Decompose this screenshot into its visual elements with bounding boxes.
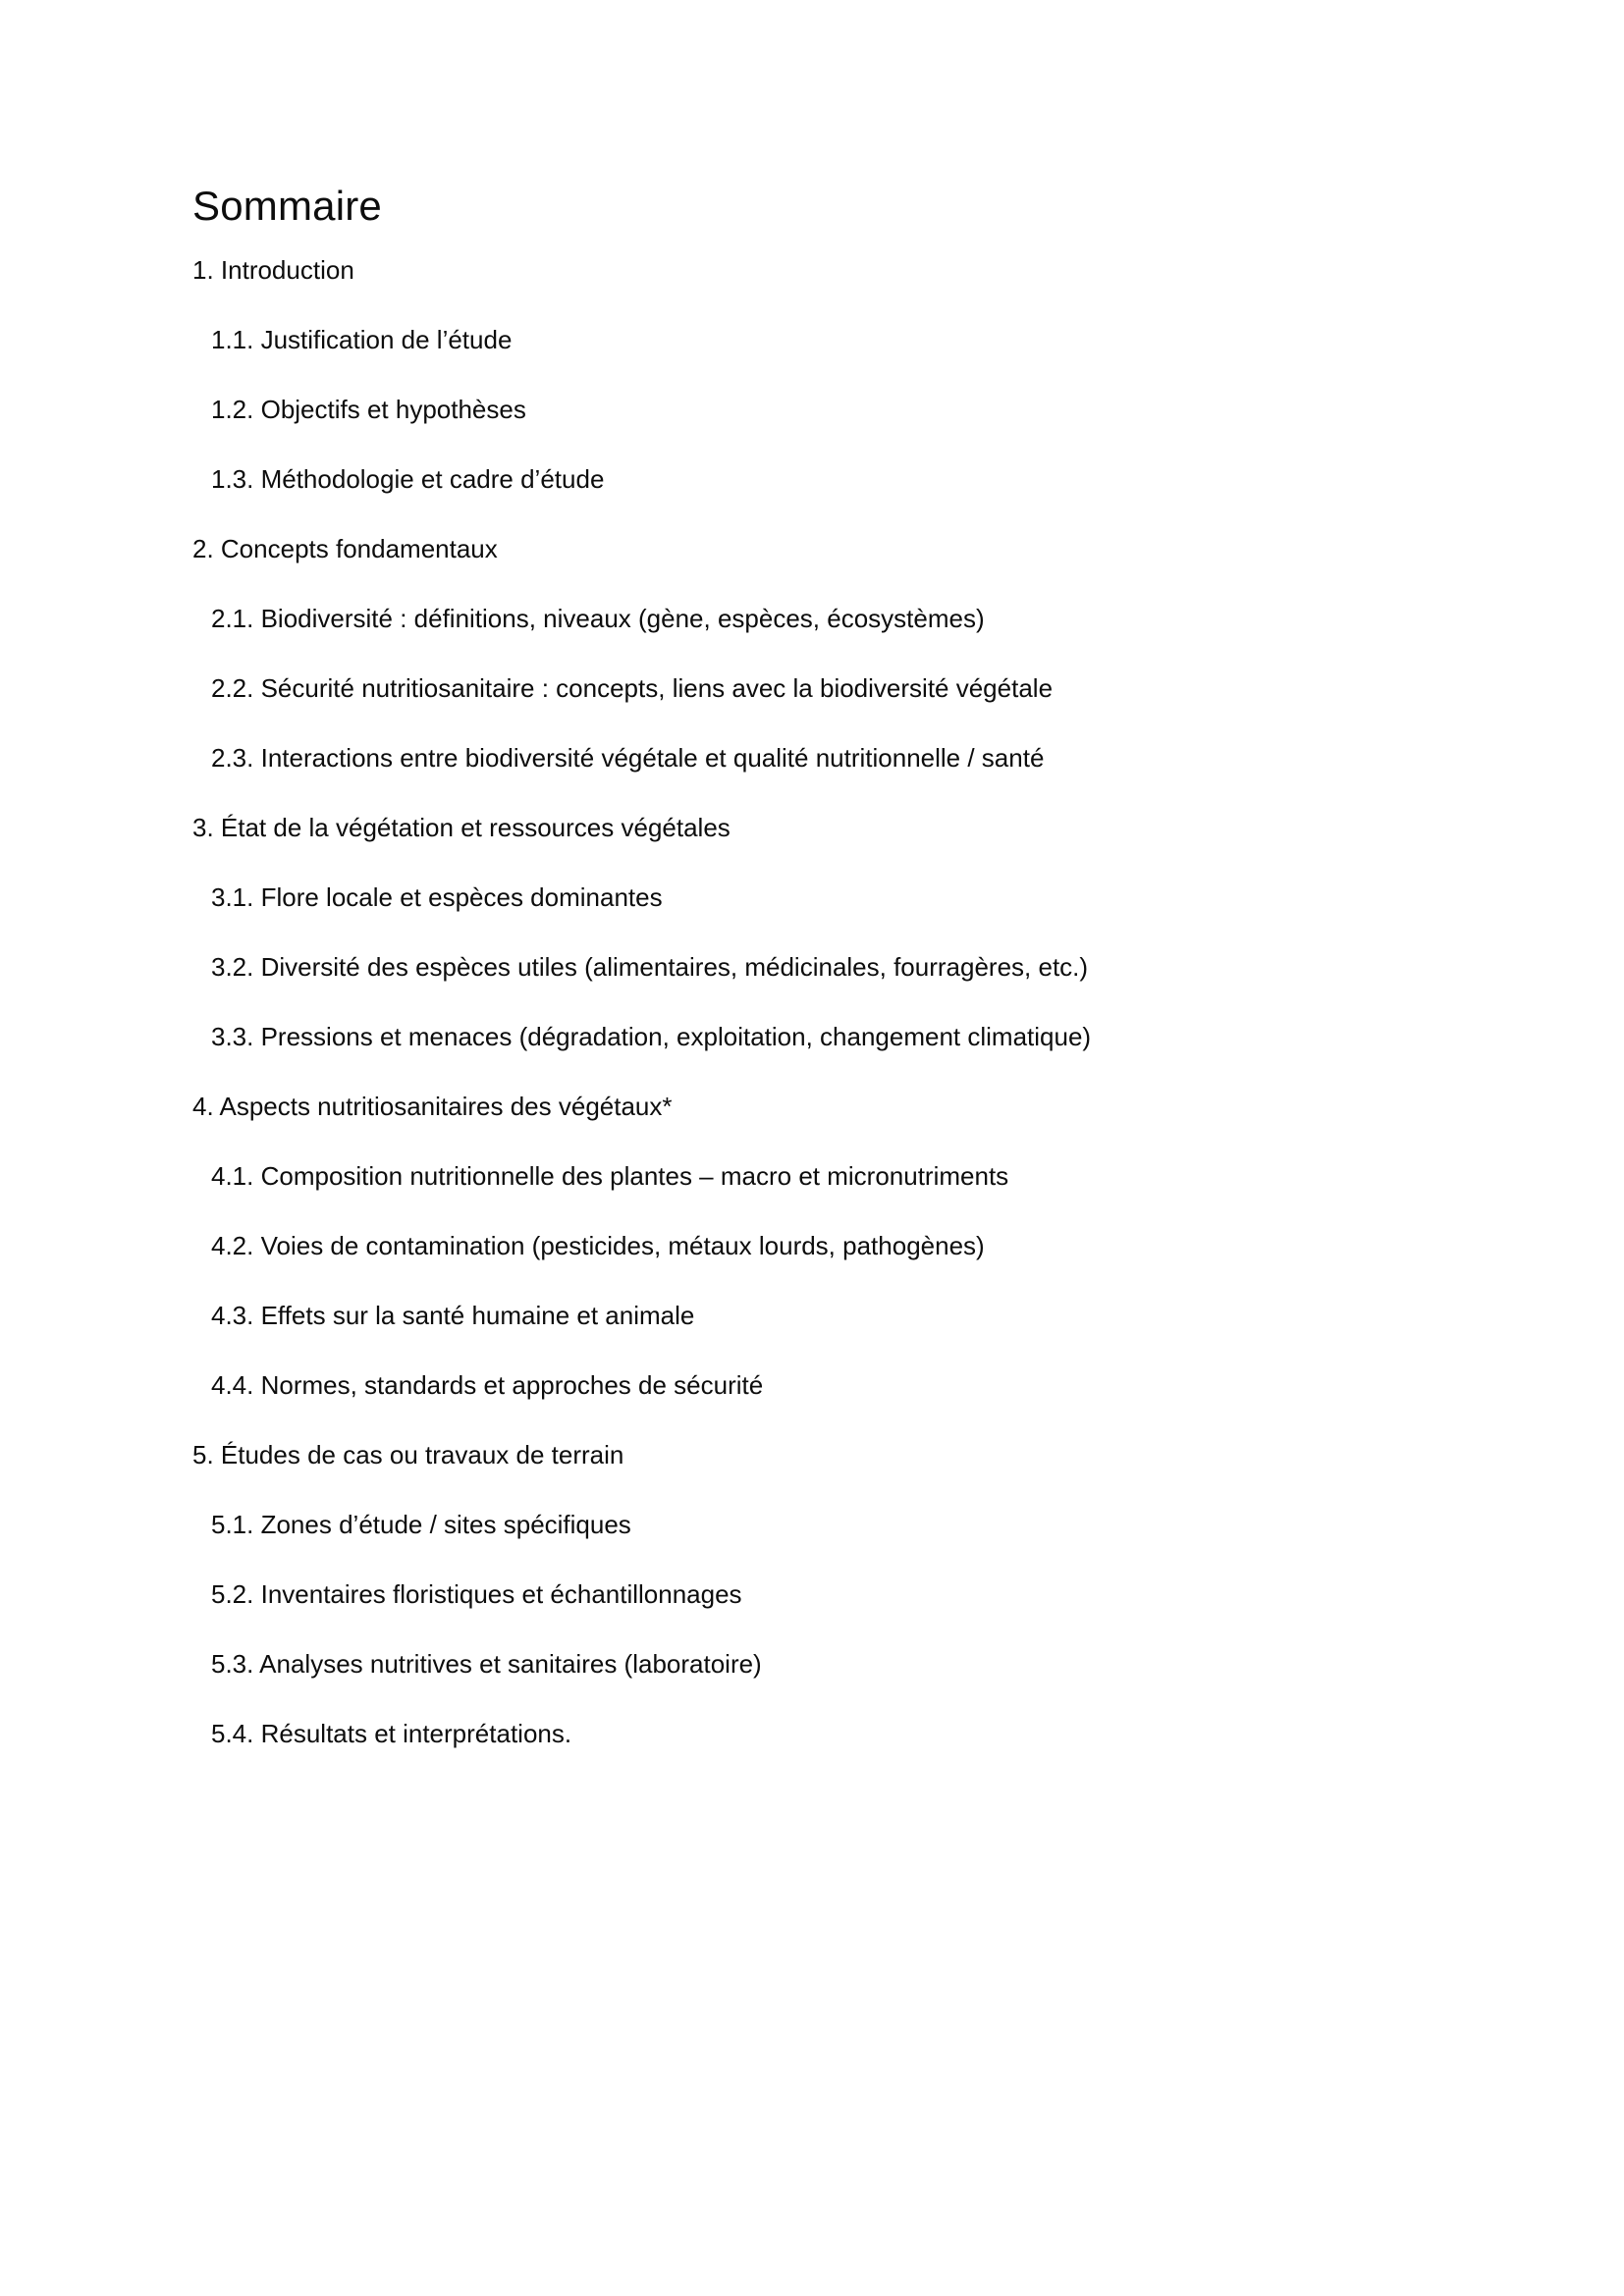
toc-entry-level-1[interactable] (192, 255, 1457, 325)
toc-entry-label: 5.2. Inventaires floristiques et échantillonnages (211, 1579, 742, 1610)
toc-entry-label: 5. Études de cas ou travaux de terrain (192, 1440, 624, 1470)
toc-entry-label: 4.3. Effets sur la santé humaine et animale (211, 1301, 695, 1331)
toc-entry-level-2[interactable] (192, 1510, 1457, 1579)
toc-entry-level-2[interactable] (192, 604, 1457, 673)
toc-entry-level-2[interactable] (192, 673, 1457, 743)
toc-entry-level-2[interactable] (192, 325, 1457, 395)
toc-entry-level-1[interactable] (192, 1092, 1457, 1161)
toc-entry-level-1[interactable] (192, 534, 1457, 604)
document-body (192, 183, 1457, 1789)
toc-entry-label: 1.2. Objectifs et hypothèses (211, 395, 526, 425)
toc-entry-label: 2.1. Biodiversité : définitions, niveaux (gène, espèces, écosystèmes) (211, 604, 985, 634)
toc-entry-label: 3. État de la végétation et ressources végétales (192, 813, 731, 843)
toc-entry-level-2[interactable] (192, 743, 1457, 813)
toc-entry-label: 2.3. Interactions entre biodiversité végétale et qualité nutritionnelle / santé (211, 743, 1045, 774)
toc-entry-level-2[interactable] (192, 952, 1457, 1022)
toc-entry-label: 2.2. Sécurité nutritiosanitaire : concepts, liens avec la biodiversité végétale (211, 673, 1054, 704)
toc-entry-level-2[interactable] (192, 1579, 1457, 1649)
toc-entry-label: 3.3. Pressions et menaces (dégradation, exploitation, changement climatique) (211, 1022, 1092, 1052)
toc-entry-label: 3.1. Flore locale et espèces dominantes (211, 882, 663, 913)
toc-entry-label: 3.2. Diversité des espèces utiles (alimentaires, médicinales, fourragères, etc.) (211, 952, 1089, 983)
toc-entry-label: 1.1. Justification de l’étude (211, 325, 513, 355)
toc-entry-label: 4.1. Composition nutritionnelle des plantes – macro et micronutriments (211, 1161, 1009, 1192)
toc-entry-level-2[interactable] (192, 1649, 1457, 1719)
toc-entry-level-2[interactable] (192, 395, 1457, 464)
toc-entry-label: 5.4. Résultats et interprétations. (211, 1719, 572, 1749)
toc-entry-level-1[interactable] (192, 813, 1457, 882)
table-of-contents (192, 255, 1457, 1789)
toc-entry-level-2[interactable] (192, 1719, 1457, 1789)
toc-entry-label: 5.1. Zones d’étude / sites spécifiques (211, 1510, 631, 1540)
toc-entry-level-2[interactable] (192, 882, 1457, 952)
toc-entry-label: 1. Introduction (192, 255, 354, 286)
toc-entry-label: 2. Concepts fondamentaux (192, 534, 498, 564)
toc-entry-level-2[interactable] (192, 1370, 1457, 1440)
toc-entry-level-2[interactable] (192, 1022, 1457, 1092)
toc-entry-label: 4. Aspects nutritiosanitaires des végétaux* (192, 1092, 673, 1122)
toc-entry-label: 1.3. Méthodologie et cadre d’étude (211, 464, 605, 495)
toc-entry-label: 5.3. Analyses nutritives et sanitaires (laboratoire) (211, 1649, 762, 1680)
toc-entry-level-1[interactable] (192, 1440, 1457, 1510)
toc-entry-level-2[interactable] (192, 1301, 1457, 1370)
toc-entry-level-2[interactable] (192, 464, 1457, 534)
toc-entry-level-2[interactable] (192, 1231, 1457, 1301)
toc-entry-level-2[interactable] (192, 1161, 1457, 1231)
page-title: Sommaire (192, 183, 382, 229)
toc-entry-label: 4.2. Voies de contamination (pesticides, métaux lourds, pathogènes) (211, 1231, 985, 1261)
toc-entry-label: 4.4. Normes, standards et approches de sécurité (211, 1370, 764, 1401)
